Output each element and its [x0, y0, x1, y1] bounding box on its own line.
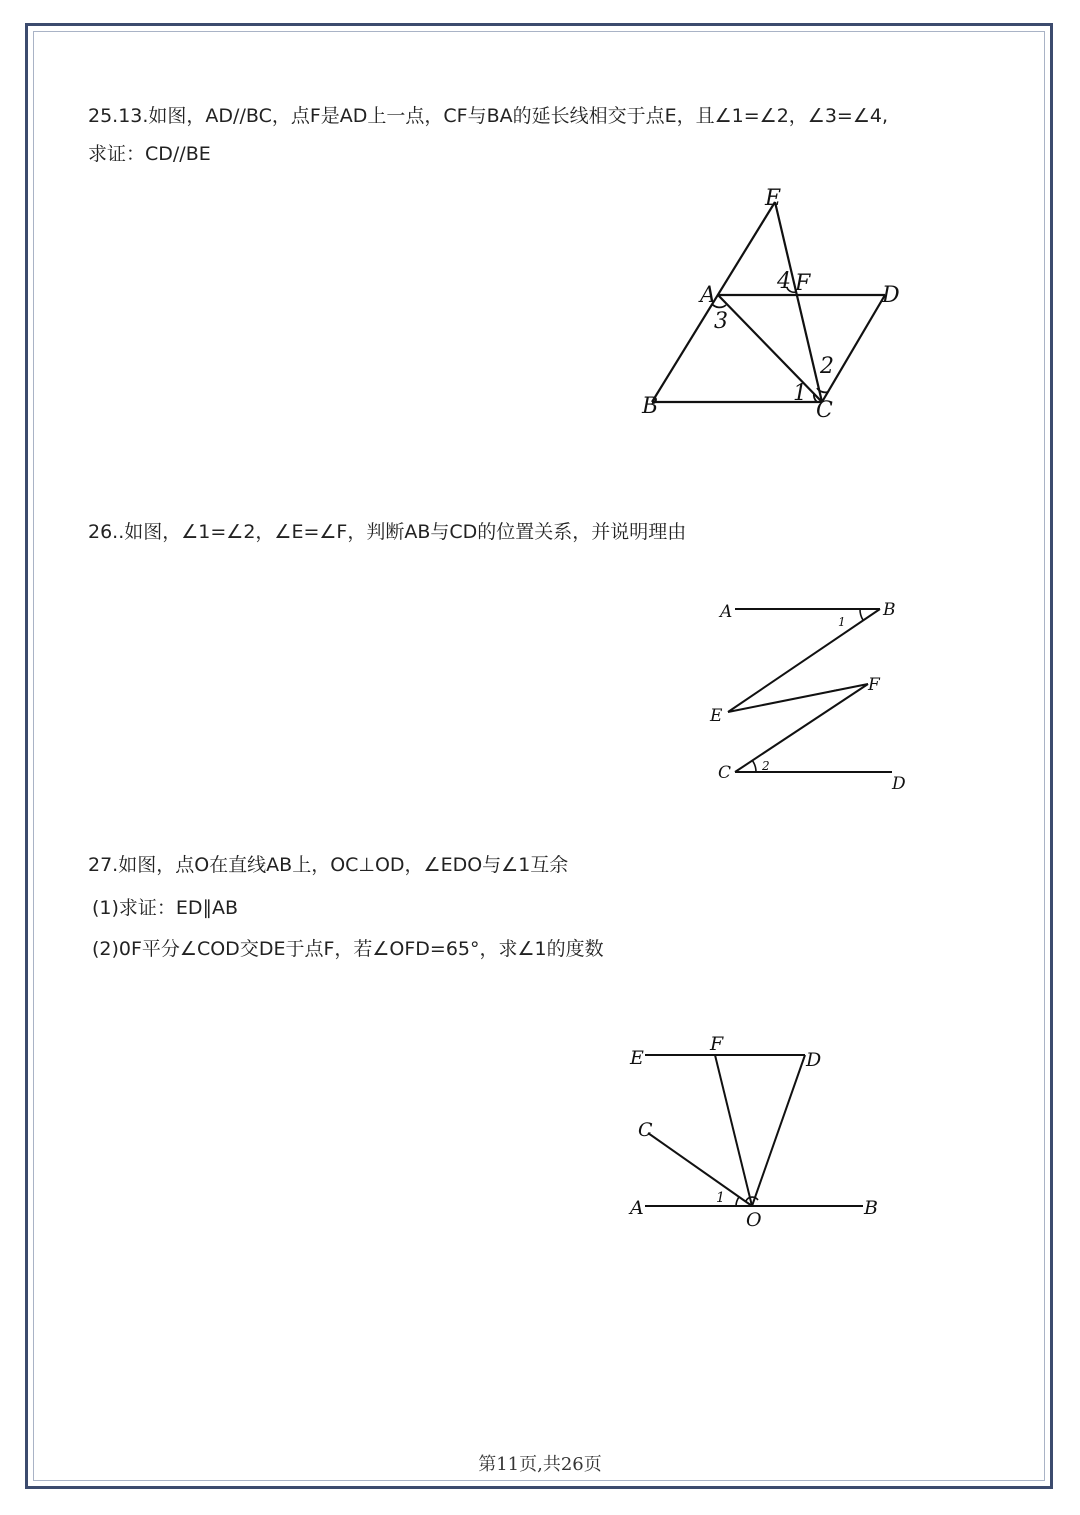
label-E: E: [765, 186, 782, 211]
label-D: D: [882, 283, 900, 308]
label-E: E: [630, 1047, 644, 1069]
angle-2-arc: [752, 760, 756, 772]
label-D: D: [806, 1049, 822, 1071]
label-O: O: [746, 1209, 762, 1230]
label-1: 1: [716, 1190, 725, 1206]
label-F: F: [710, 1033, 724, 1055]
page-number: 第11页,共26页: [478, 1454, 602, 1475]
q26-diagram: [700, 590, 930, 805]
q26-figure: [700, 590, 930, 809]
q27-figure: [620, 1030, 890, 1234]
label-1: 1: [793, 381, 807, 406]
label-2: 2: [762, 759, 770, 773]
line-DO: [752, 1055, 805, 1206]
angle-O-mark: [746, 1197, 758, 1201]
line-EC: [775, 202, 822, 402]
angle-1-arc: [860, 609, 863, 620]
q26-text-line-1: 26..如图，∠1=∠2，∠E=∠F，判断AB与CD的位置关系，并说明理由: [88, 521, 687, 543]
q27-text-line-1: 27.如图，点O在直线AB上，OC⊥OD，∠EDO与∠1互余: [88, 854, 569, 876]
label-D: D: [892, 774, 906, 794]
label-E: E: [710, 706, 723, 726]
label-B: B: [864, 1197, 878, 1219]
q27-part-1: (1)求证：ED∥AB: [92, 897, 239, 919]
label-3: 3: [714, 309, 728, 334]
q25-text-line-2: 求证：CD//BE: [88, 143, 211, 165]
angle-1-arc: [736, 1197, 739, 1206]
label-C: C: [638, 1119, 653, 1141]
label-A: A: [720, 602, 733, 622]
label-F: F: [868, 675, 880, 695]
q27-diagram: [620, 1030, 890, 1230]
label-C: C: [816, 398, 833, 423]
line-DC: [822, 295, 885, 402]
q25-text-line-1: 25.13.如图，AD//BC，点F是AD上一点，CF与BA的延长线相交于点E，且∠1=∠2，∠3=∠4,: [88, 105, 888, 127]
label-B: B: [642, 394, 659, 419]
q25-diagram: [630, 180, 930, 430]
label-F: F: [795, 271, 811, 296]
label-4: 4: [777, 269, 791, 294]
label-C: C: [718, 763, 732, 783]
q25-figure: [630, 180, 930, 434]
label-2: 2: [820, 354, 834, 379]
label-B: B: [883, 600, 896, 620]
q27-part-2: (2)0F平分∠COD交DE于点F，若∠OFD=65°，求∠1的度数: [92, 938, 604, 960]
label-1: 1: [838, 615, 846, 629]
angle-F-mark: [828, 690, 837, 692]
label-A: A: [630, 1197, 644, 1219]
label-A: A: [700, 283, 716, 308]
